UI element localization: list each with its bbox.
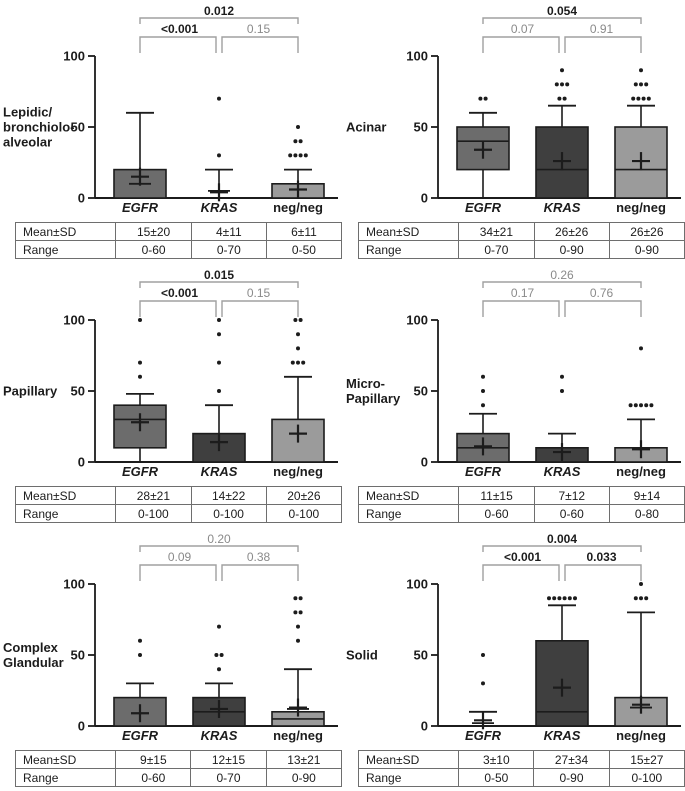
bracket-left: [483, 565, 559, 581]
outlier-dot: [634, 403, 638, 407]
table-cell: 28±21: [116, 487, 191, 505]
table-cell: 0-100: [116, 505, 191, 523]
outlier-dot: [217, 625, 221, 629]
table-cell: 9±15: [116, 751, 191, 769]
p-value-label: 0.054: [546, 4, 578, 18]
box-group-negneg: [272, 318, 324, 462]
bracket-right: [565, 301, 641, 317]
y-axis: [63, 313, 95, 470]
p-value-label: 0.004: [546, 532, 578, 546]
y-tick-label: 50: [413, 647, 428, 663]
table-cell: 15±27: [609, 751, 684, 769]
group-axis-label-kras: KRAS: [543, 464, 581, 479]
outlier-dot: [557, 97, 561, 101]
group-axis-label-kras: KRAS: [543, 200, 581, 215]
outlier-dot: [484, 97, 488, 101]
outlier-dot: [296, 332, 300, 336]
outlier-dot: [639, 403, 643, 407]
table-row: [16, 505, 342, 523]
group-axis-label-negneg: neg/neg: [273, 200, 323, 215]
table-cell: 9±14: [609, 487, 684, 505]
table-cell: 0-70: [191, 241, 266, 259]
outlier-dot: [217, 153, 221, 157]
outlier-dot: [565, 82, 569, 86]
y-tick-label: 50: [70, 383, 85, 399]
y-tick-label: 50: [70, 119, 85, 135]
panel-title: [346, 120, 386, 135]
outlier-dot: [296, 361, 300, 365]
p-value-label: 0.17: [510, 286, 535, 300]
outlier-dot: [138, 361, 142, 365]
bracket-left: [483, 301, 559, 317]
outlier-dot: [217, 97, 221, 101]
outlier-dot: [293, 139, 297, 143]
table-row-label: Mean±SD: [359, 751, 459, 769]
panel-papillary: [0, 264, 342, 528]
boxplot-solid: [343, 528, 685, 748]
outlier-dot: [547, 596, 551, 600]
y-tick-label: 50: [413, 119, 428, 135]
bracket-right: [565, 37, 641, 53]
outlier-dot: [481, 389, 485, 393]
panel-title: [346, 648, 378, 663]
table-row: [16, 223, 342, 241]
y-tick-label: 100: [63, 48, 85, 64]
group-axis-label-negneg: neg/neg: [616, 464, 666, 479]
table-row-label: Mean±SD: [359, 223, 459, 241]
table-cell: 26±26: [609, 223, 684, 241]
table-cell: 12±15: [191, 751, 266, 769]
outlier-dot: [296, 346, 300, 350]
table-cell: 0-60: [116, 769, 191, 787]
p-value-label: 0.07: [510, 22, 535, 36]
table-cell: 15±20: [116, 223, 191, 241]
box-group-kras: [193, 318, 245, 462]
panel-title: [346, 376, 401, 406]
y-tick-label: 100: [63, 576, 85, 592]
outlier-dot: [560, 389, 564, 393]
table-cell: 0-100: [609, 769, 684, 787]
outlier-dot: [636, 97, 640, 101]
group-axis-label-negneg: neg/neg: [616, 728, 666, 743]
p-value-label: 0.76: [589, 286, 614, 300]
table-cell: 0-70: [459, 241, 534, 259]
stats-table-papillary: [15, 486, 342, 523]
stats-table-micropapillary: [358, 486, 685, 523]
y-tick-label: 0: [420, 190, 428, 206]
bracket-overall: [483, 282, 641, 288]
y-tick-label: 50: [413, 383, 428, 399]
table-cell: 0-90: [609, 241, 684, 259]
outlier-dot: [629, 403, 633, 407]
outlier-dot: [299, 610, 303, 614]
outlier-dot: [217, 667, 221, 671]
panel-lepidic: [0, 0, 342, 264]
panel-title: [3, 105, 75, 150]
p-value-label: 0.15: [246, 22, 271, 36]
table-row: [359, 505, 685, 523]
boxplot-papillary: [0, 264, 342, 484]
box-group-negneg: [615, 346, 667, 462]
bracket-right: [565, 565, 641, 581]
group-axis-label-egfr: EGFR: [121, 728, 159, 743]
outlier-dot: [138, 639, 142, 643]
box-group-kras: [536, 68, 588, 198]
table-row-label: Mean±SD: [359, 487, 459, 505]
outlier-dot: [560, 68, 564, 72]
svg-text:Solid: Solid: [346, 647, 378, 663]
svg-text:Glandular: Glandular: [3, 655, 64, 670]
outlier-dot: [560, 375, 564, 379]
box-group-negneg: [615, 582, 667, 726]
svg-text:Micro-: Micro-: [346, 376, 385, 391]
box-group-kras: [193, 625, 245, 726]
p-value-label: 0.012: [203, 4, 235, 18]
svg-text:Complex: Complex: [3, 640, 58, 655]
table-cell: 34±21: [459, 223, 534, 241]
table-row-label: Range: [359, 241, 459, 259]
p-value-label: 0.20: [207, 532, 231, 546]
outlier-dot: [138, 375, 142, 379]
y-tick-label: 100: [406, 48, 428, 64]
table-row-label: Mean±SD: [16, 487, 116, 505]
y-tick-label: 0: [420, 718, 428, 734]
table-cell: 20±26: [266, 487, 341, 505]
table-row-label: Range: [16, 241, 116, 259]
outlier-dot: [481, 653, 485, 657]
outlier-dot: [568, 596, 572, 600]
table-row: [359, 241, 685, 259]
outlier-dot: [296, 625, 300, 629]
panel-complex-glandular: [0, 528, 342, 791]
table-cell: 13±21: [266, 751, 341, 769]
outlier-dot: [138, 318, 142, 322]
outlier-dot: [481, 375, 485, 379]
svg-text:Lepidic/: Lepidic/: [3, 104, 53, 120]
group-axis-label-negneg: neg/neg: [273, 728, 323, 743]
y-tick-label: 50: [70, 647, 85, 663]
stats-table-acinar: [358, 222, 685, 259]
group-axis-label-negneg: neg/neg: [616, 200, 666, 215]
p-value-label: 0.015: [203, 268, 235, 282]
table-row: [359, 223, 685, 241]
y-axis: [406, 49, 438, 206]
outlier-dot: [634, 82, 638, 86]
p-value-label: <0.001: [160, 22, 199, 36]
bracket-right: [222, 37, 298, 53]
bracket-left: [483, 37, 559, 53]
svg-text:Acinar: Acinar: [346, 119, 387, 135]
group-axis-label-kras: KRAS: [200, 464, 238, 479]
p-value-label: 0.09: [167, 550, 192, 564]
svg-text:alveolar: alveolar: [3, 134, 53, 150]
group-axis-label-kras: KRAS: [200, 200, 238, 215]
outlier-dot: [299, 318, 303, 322]
panel-acinar: [343, 0, 685, 264]
group-axis-label-egfr: EGFR: [464, 728, 502, 743]
outlier-dot: [631, 97, 635, 101]
significance-brackets: [483, 282, 641, 317]
stats-table-complex-glandular: [15, 750, 342, 787]
panel-solid: [343, 528, 685, 791]
group-axis-label-egfr: EGFR: [464, 464, 502, 479]
outlier-dot: [220, 653, 224, 657]
p-value-label: 0.033: [586, 550, 617, 564]
box-group-negneg: [272, 596, 324, 726]
outlier-dot: [478, 97, 482, 101]
table-row: [359, 751, 685, 769]
table-row: [16, 751, 342, 769]
outlier-dot: [293, 318, 297, 322]
table-cell: 3±10: [459, 751, 534, 769]
p-value-label: 0.26: [550, 268, 574, 282]
outlier-dot: [481, 681, 485, 685]
stats-table-solid: [358, 750, 685, 787]
table-row-label: Range: [16, 769, 116, 787]
outlier-dot: [644, 596, 648, 600]
table-cell: 0-50: [266, 241, 341, 259]
significance-brackets: [483, 18, 641, 53]
table-cell: 14±22: [191, 487, 266, 505]
group-axis-label-kras: KRAS: [200, 728, 238, 743]
table-cell: 0-50: [459, 769, 534, 787]
outlier-dot: [642, 97, 646, 101]
bracket-left: [140, 565, 216, 581]
box-group-egfr: [114, 639, 166, 726]
outlier-dot: [288, 153, 292, 157]
outlier-dot: [634, 596, 638, 600]
box-group-negneg: [615, 68, 667, 198]
table-row: [16, 769, 342, 787]
box-group-kras: [536, 375, 588, 462]
y-axis: [63, 577, 95, 734]
box-group-egfr: [114, 113, 166, 198]
y-tick-label: 0: [77, 190, 85, 206]
p-value-label: 0.91: [589, 22, 614, 36]
outlier-dot: [296, 125, 300, 129]
outlier-dot: [563, 97, 567, 101]
outlier-dot: [299, 596, 303, 600]
bracket-overall: [140, 546, 298, 552]
stats-table-lepidic: [15, 222, 342, 259]
box-group-kras: [536, 596, 588, 726]
table-cell: 0-60: [534, 505, 609, 523]
y-tick-label: 0: [420, 454, 428, 470]
y-tick-label: 0: [77, 454, 85, 470]
table-row: [359, 487, 685, 505]
boxplot-acinar: [343, 0, 685, 220]
table-row-label: Mean±SD: [16, 223, 116, 241]
table-row: [16, 241, 342, 259]
outlier-dot: [217, 318, 221, 322]
table-row-label: Range: [359, 769, 459, 787]
outlier-dot: [563, 596, 567, 600]
box-group-egfr: [457, 97, 509, 198]
outlier-dot: [639, 582, 643, 586]
panel-title: [3, 384, 58, 399]
y-axis: [406, 577, 438, 734]
table-row: [16, 487, 342, 505]
outlier-dot: [639, 68, 643, 72]
bracket-right: [222, 565, 298, 581]
box-group-egfr: [469, 653, 497, 729]
box-group-kras: [205, 97, 233, 202]
outlier-dot: [291, 361, 295, 365]
table-cell: 7±12: [534, 487, 609, 505]
table-cell: 0-90: [534, 769, 609, 787]
outlier-dot: [644, 82, 648, 86]
outlier-dot: [296, 639, 300, 643]
table-cell: 0-70: [191, 769, 266, 787]
outlier-dot: [649, 403, 653, 407]
outlier-dot: [293, 153, 297, 157]
outlier-dot: [217, 389, 221, 393]
outlier-dot: [552, 596, 556, 600]
panel-micropapillary: [343, 264, 685, 528]
group-axis-label-egfr: EGFR: [464, 200, 502, 215]
table-cell: 26±26: [534, 223, 609, 241]
table-cell: 27±34: [534, 751, 609, 769]
outlier-dot: [299, 153, 303, 157]
significance-brackets: [140, 546, 298, 581]
table-cell: 0-60: [116, 241, 191, 259]
panel-title: [3, 640, 64, 670]
outlier-dot: [293, 610, 297, 614]
outlier-dot: [138, 653, 142, 657]
outlier-dot: [304, 153, 308, 157]
svg-text:bronchiolo-: bronchiolo-: [3, 119, 75, 135]
y-tick-label: 100: [406, 312, 428, 328]
p-value-label: 0.38: [246, 550, 271, 564]
table-cell: 0-90: [534, 241, 609, 259]
boxplot-complex-glandular: [0, 528, 342, 748]
group-axis-label-egfr: EGFR: [121, 464, 159, 479]
outlier-dot: [639, 596, 643, 600]
box-group-egfr: [457, 375, 509, 462]
table-cell: 11±15: [459, 487, 534, 505]
table-cell: 0-100: [191, 505, 266, 523]
table-cell: 0-60: [459, 505, 534, 523]
group-axis-label-negneg: neg/neg: [273, 464, 323, 479]
table-cell: 0-80: [609, 505, 684, 523]
bracket-left: [140, 301, 216, 317]
box-group-egfr: [114, 318, 166, 462]
table-row: [359, 769, 685, 787]
outlier-dot: [217, 332, 221, 336]
y-tick-label: 100: [63, 312, 85, 328]
y-tick-label: 0: [77, 718, 85, 734]
table-row-label: Range: [359, 505, 459, 523]
group-axis-label-egfr: EGFR: [121, 200, 159, 215]
outlier-dot: [644, 403, 648, 407]
table-cell: 0-90: [266, 769, 341, 787]
bracket-overall: [483, 18, 641, 24]
table-cell: 0-100: [266, 505, 341, 523]
outlier-dot: [214, 653, 218, 657]
y-axis: [406, 313, 438, 470]
outlier-dot: [481, 403, 485, 407]
outlier-dot: [560, 82, 564, 86]
outlier-dot: [217, 361, 221, 365]
outlier-dot: [293, 596, 297, 600]
outlier-dot: [557, 596, 561, 600]
bracket-right: [222, 301, 298, 317]
p-value-label: <0.001: [503, 550, 542, 564]
outlier-dot: [299, 139, 303, 143]
outlier-dot: [639, 346, 643, 350]
outlier-dot: [647, 97, 651, 101]
boxplot-lepidic: [0, 0, 342, 220]
outlier-dot: [301, 361, 305, 365]
p-value-label: <0.001: [160, 286, 199, 300]
group-axis-label-kras: KRAS: [543, 728, 581, 743]
table-cell: 6±11: [266, 223, 341, 241]
y-tick-label: 100: [406, 576, 428, 592]
svg-text:Papillary: Papillary: [3, 383, 58, 399]
outlier-dot: [639, 82, 643, 86]
bracket-left: [140, 37, 216, 53]
box-group-negneg: [272, 125, 324, 198]
svg-text:Papillary: Papillary: [346, 391, 401, 406]
outlier-dot: [555, 82, 559, 86]
outlier-dot: [573, 596, 577, 600]
table-row-label: Range: [16, 505, 116, 523]
boxplot-micropapillary: [343, 264, 685, 484]
p-value-label: 0.15: [246, 286, 271, 300]
table-row-label: Mean±SD: [16, 751, 116, 769]
table-cell: 4±11: [191, 223, 266, 241]
